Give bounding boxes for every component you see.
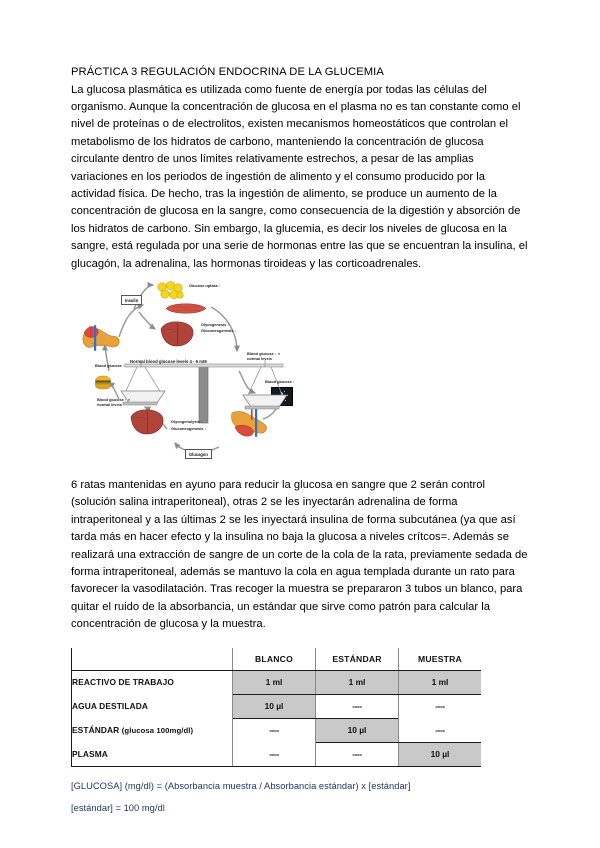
row-label-text: ESTÁNDAR <box>72 725 122 736</box>
row-label-text: PLASMA <box>72 748 108 759</box>
cell-plasma-muestra: 10 µl <box>399 742 482 766</box>
cell-agua-blanco: 10 µl <box>233 694 316 718</box>
row-label-text: REACTIVO DE TRABAJO <box>72 677 174 688</box>
paragraph-method: 6 ratas mantenidas en ayuno para reducir la glucosa en sangre que 2 serán control (solución salina intraperitoneal), otras 2 se les inyectarán adrenalina de forma intraperitoneal y a las últimas 2 se les inyectará insulina de forma subcutánea (ya que así tarda más en hacer efecto y la insulina no baja la glucosa a niveles crítcos=. Además se realizará una extracción de sangre de un corte de la cola de la rata, previamente sedada de forma intraperitoneal, además se mantuvo la cola en agua templada durante un rato para favorecer la vasodilatación. Tras recoger la muestra se prepararon 3 tubos un blanco, para quitar el ruido de la absorbancia, un estándar que sirve como patrón para calcular la concentración de glucosa y la muestra. <box>71 478 528 631</box>
label-gluconeogenesis-up: Gluconeogenesis ↑ <box>171 425 207 431</box>
label-glucose-uptake: Glucose uptake ↑ <box>189 282 221 288</box>
table-container <box>71 648 529 767</box>
liver-icon <box>158 319 196 349</box>
header-estandar: ESTÁNDAR <box>316 648 399 671</box>
row-label-plasma <box>72 742 233 766</box>
label-blood-glucose-down: Blood glucose ↓ <box>265 378 295 384</box>
pancreas-icon <box>81 323 121 353</box>
cell-plasma-estandar: ---- <box>316 742 399 766</box>
cell-estandar-muestra: ---- <box>435 724 445 735</box>
document-content <box>71 64 529 816</box>
muscle-icon <box>165 303 207 314</box>
balance-scale-icon <box>115 355 295 429</box>
formula-standard-value: [estándar] = 100 mg/dl <box>71 802 165 813</box>
reagent-volumes-table <box>71 648 481 767</box>
label-blood-glucose-up-normal: Blood glucose ↑ > normal levels <box>97 396 131 408</box>
cell-reactivo-muestra: 1 ml <box>399 670 482 694</box>
row-label-reactivo-de-trabajo <box>72 670 233 694</box>
header-blanco: BLANCO <box>233 648 316 671</box>
cell-reactivo-blanco: 1 ml <box>233 670 316 694</box>
row-label-sub: (glucosa 100mg/dl) <box>121 726 194 736</box>
glucagon-box: Glucagon <box>185 449 212 459</box>
row-label-text: AGUA DESTILADA <box>72 701 148 712</box>
table-row <box>72 670 482 694</box>
cell-reactivo-estandar: 1 ml <box>316 670 399 694</box>
cell-plasma-blanco: ---- <box>233 742 316 766</box>
table-row <box>72 694 482 718</box>
cell-agua-estandar: ---- <box>316 694 399 718</box>
fat-cells-icon <box>155 281 185 301</box>
table-header-row <box>72 648 482 671</box>
row-label-agua-destilada <box>72 694 233 718</box>
cell-agua-muestra: ---- <box>435 701 445 712</box>
table-row <box>72 718 482 742</box>
insulin-box: Insulin <box>121 295 142 305</box>
label-glycogenolysis: Glycogenolysis ↑ <box>171 418 203 424</box>
header-blank <box>72 648 233 671</box>
paragraph-intro: La glucosa plasmática es utilizada como fuente de energía por todas las células del organismo. Aunque la concentración de glucosa en el plasma no es tan constante como el nivel de proteínas o de electrolitos, existen mecanismos homeostáticos que controlan el metabolismo de los hidratos de carbono, manteniendo la concentración de glucosa circulante dentro de unos límites relativamente estrechos, a pesar de las amplias variaciones en los periodos de ingestión de alimento y el consumo producido por la actividad física. De hecho, tras la ingestión de alimento, se produce un aumento de la concentración de glucosa en la sangre, como consecuencia de la digestión y absorción de los hidratos de carbono. Sin embargo, la glucemia, es decir los niveles de glucosa en la sangre, está regulada por una serie de hormonas entre las que se encuentran la insulina, el glucagón, la adrenalina, las hormonas tiroideas y las corticoadrenales. <box>71 83 528 270</box>
label-normal-blood-glucose-levels: Normal blood glucose levels 4 - 6 mM <box>130 358 207 364</box>
table-row <box>72 742 482 766</box>
page-title: PRÁCTICA 3 REGULACIÓN ENDOCRINA DE LA GLUCEMIA <box>71 66 384 78</box>
label-blood-glucose-up: Blood glucose ↑ <box>95 362 125 368</box>
burger-food-icon <box>94 375 112 390</box>
cell-estandar-estandar: 10 µl <box>316 718 399 742</box>
label-blood-glucose-down-normal: Blood glucose ↓ > normal levels <box>247 350 281 362</box>
formula-glucose-concentration: [GLUCOSA] (mg/dl) = (Absorbancia muestra / Absorbancia estándar) x [estándar] <box>71 780 411 791</box>
glucose-homeostasis-diagram <box>79 279 349 477</box>
label-gluconeogenesis-down: Gluconeogenesis ↓ <box>201 327 237 333</box>
figure-container <box>71 279 529 477</box>
row-label-estandar <box>72 718 233 742</box>
cell-estandar-blanco: ---- <box>233 718 316 742</box>
label-glycogenesis: Glycogenesis ↑ <box>201 321 230 327</box>
header-muestra: MUESTRA <box>399 648 482 671</box>
